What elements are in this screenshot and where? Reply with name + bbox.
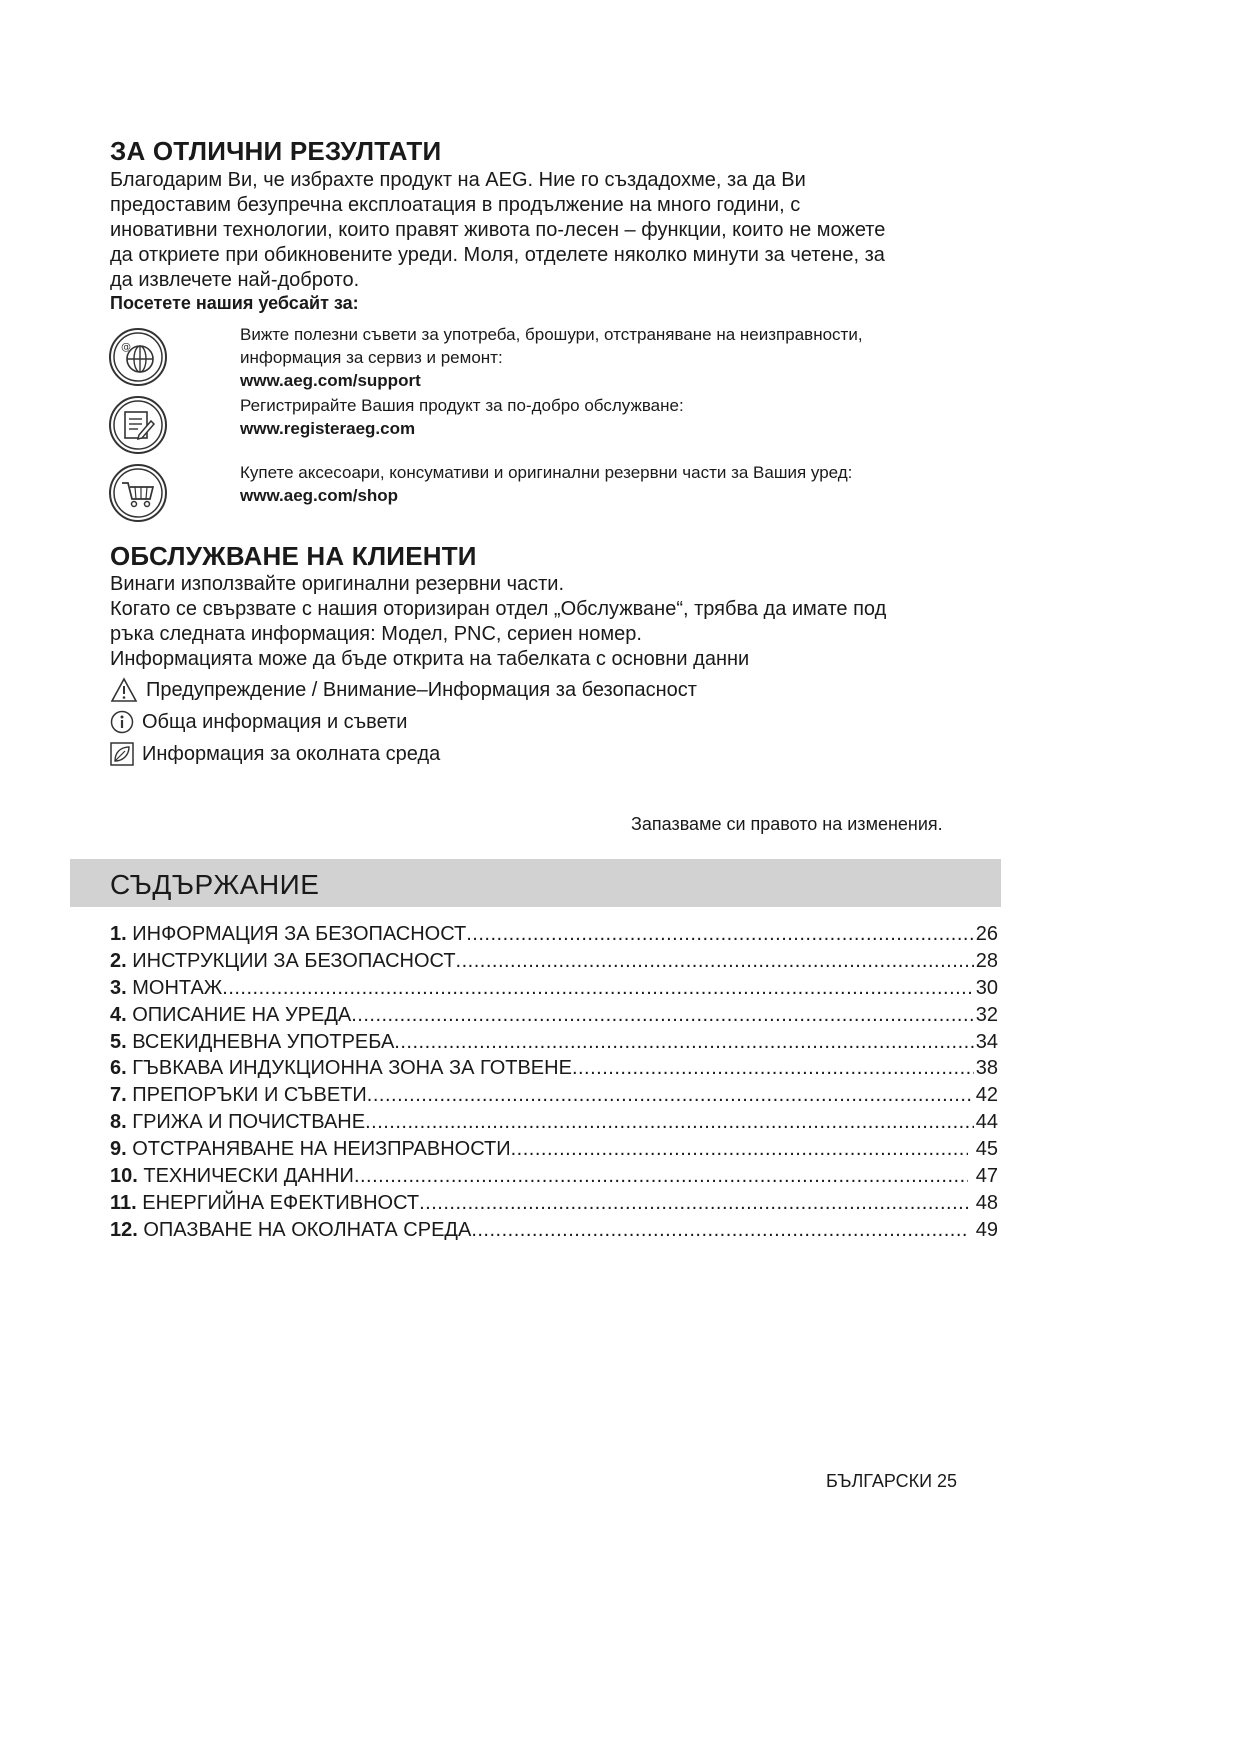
- toc-item-page: 32: [975, 1003, 998, 1026]
- toc-item[interactable]: [110, 1109, 998, 1136]
- toc-item-label: ВСЕКИДНЕВНА УПОТРЕБА: [126, 1030, 395, 1053]
- toc-item[interactable]: [110, 1136, 998, 1163]
- service-para-line: Винаги използвайте оригинални резервни части.: [110, 573, 565, 595]
- toc-item-page: 28: [975, 949, 998, 972]
- toc-item-label: ТЕХНИЧЕСКИ ДАННИ: [137, 1165, 354, 1188]
- intro-line: да откриете при обикновените уреди. Моля, отделете няколко минути за четене, за: [110, 244, 885, 266]
- toc-item-number: 4.: [110, 1003, 127, 1026]
- service-para-line: Когато се свързвате с нашия оторизиран отдел „Обслужване“, трябва да имате под: [110, 598, 887, 620]
- toc-item-number: 12.: [110, 1218, 138, 1241]
- toc-leader: [572, 1055, 974, 1081]
- toc-item-page: 42: [975, 1084, 998, 1107]
- service-register: [240, 394, 684, 440]
- toc-leader: [222, 975, 973, 1001]
- service-line: Вижте полезни съвети за употреба, брошури, отстраняване на неизправности,: [240, 325, 863, 344]
- toc-leader: [354, 1163, 968, 1189]
- toc-item-page: 26: [975, 923, 998, 945]
- toc-leader: [394, 1029, 973, 1055]
- support-link[interactable]: www.aeg.com/support: [240, 371, 421, 390]
- toc-item[interactable]: [110, 1002, 998, 1029]
- service-line: Купете аксесоари, консумативи и оригинални резервни части за Вашия уред:: [240, 463, 853, 482]
- toc-item-label: ОПИСАНИЕ НА УРЕДА: [126, 1003, 352, 1026]
- warning-icon: [110, 677, 138, 703]
- legend-warning-text: Предупреждение / Внимание–Информация за безопасност: [146, 679, 697, 701]
- toc-item-label: ОТСТРАНЯВАНЕ НА НЕИЗПРАВНОСТИ: [126, 1138, 511, 1161]
- legend-info-text: Обща информация и съвети: [142, 711, 408, 733]
- toc-item-label: ИНСТРУКЦИИ ЗА БЕЗОПАСНОСТ: [126, 949, 456, 972]
- toc-title: СЪДЪРЖАНИЕ: [110, 869, 320, 900]
- toc-item-number: 8.: [110, 1111, 127, 1134]
- toc-item[interactable]: [110, 1163, 998, 1190]
- shop-link[interactable]: www.aeg.com/shop: [240, 486, 399, 505]
- service-shop: [240, 461, 852, 507]
- toc-item[interactable]: [110, 921, 998, 948]
- toc-item[interactable]: [110, 1055, 998, 1082]
- service-support: [240, 323, 863, 392]
- legend-environment-text: Информация за околната среда: [142, 743, 441, 765]
- toc-item-label: ИНФОРМАЦИЯ ЗА БЕЗОПАСНОСТ: [126, 923, 467, 945]
- toc-item[interactable]: [110, 948, 998, 975]
- visit-website-label: Посетете нашия уебсайт за:: [110, 293, 359, 313]
- reserve-note: Запазваме си правото на изменения.: [631, 814, 943, 834]
- service-paragraph: [110, 572, 886, 672]
- toc-item[interactable]: [110, 1190, 998, 1217]
- intro-line: Благодарим Ви, че избрахте продукт на AEG. Ние го създадохме, за да Ви: [110, 169, 806, 191]
- service-para-line: Информацията може да бъде открита на табелката с основни данни: [110, 648, 750, 670]
- leaf-icon: [110, 742, 134, 766]
- toc-item-page: 34: [975, 1030, 998, 1053]
- toc-item[interactable]: [110, 975, 998, 1002]
- toc-header: [70, 859, 1001, 907]
- toc-leader: [367, 1082, 974, 1108]
- register-link[interactable]: www.registeraeg.com: [240, 419, 416, 438]
- toc-item-page: 48: [970, 1191, 998, 1214]
- toc-item-label: ГЪВКАВА ИНДУКЦИОННА ЗОНА ЗА ГОТВЕНЕ: [126, 1057, 572, 1080]
- intro-line: предоставим безупречна експлоатация в продължение на много години, с: [110, 194, 801, 216]
- section-title-customer-service: ОБСЛУЖВАНЕ НА КЛИЕНТИ: [110, 541, 477, 571]
- toc-list: [110, 921, 998, 1244]
- legend-info: [110, 709, 407, 735]
- toc-leader: [471, 1217, 968, 1243]
- toc-item-page: 49: [970, 1218, 998, 1241]
- toc-item[interactable]: [110, 1082, 998, 1109]
- toc-leader: [456, 948, 974, 974]
- globe-icon: [108, 327, 168, 387]
- toc-item-number: 2.: [110, 949, 127, 972]
- page-footer: БЪЛГАРСКИ 25: [826, 1471, 958, 1491]
- toc-item-page: 47: [970, 1165, 998, 1188]
- toc-item[interactable]: [110, 1029, 998, 1056]
- svg-text:@: @: [121, 342, 131, 353]
- section-title-results: ЗА ОТЛИЧНИ РЕЗУЛТАТИ: [110, 136, 442, 166]
- register-icon: [108, 395, 168, 455]
- toc-item-number: 3.: [110, 976, 127, 999]
- info-icon: [110, 710, 134, 734]
- toc-item-label: ГРИЖА И ПОЧИСТВАНЕ: [126, 1111, 366, 1134]
- toc-item-number: 9.: [110, 1138, 127, 1161]
- toc-item-number: 11.: [110, 1191, 137, 1214]
- service-line: информация за сервиз и ремонт:: [240, 348, 503, 367]
- toc-item-label: ОПАЗВАНЕ НА ОКОЛНАТА СРЕДА: [137, 1218, 472, 1241]
- intro-line: да извлечете най-доброто.: [110, 269, 360, 291]
- intro-line: иновативни технологии, които правят живота по-лесен – функции, които не можете: [110, 219, 886, 241]
- toc-item-page: 30: [975, 976, 998, 999]
- legend-warning: [110, 677, 697, 703]
- toc-item-number: 5.: [110, 1030, 127, 1053]
- service-line: Регистрирайте Вашия продукт за по-добро обслужване:: [240, 396, 684, 415]
- toc-leader: [466, 921, 974, 947]
- toc-leader: [511, 1136, 969, 1162]
- toc-leader: [365, 1109, 974, 1135]
- toc-item-number: 7.: [110, 1084, 127, 1107]
- toc-item-number: 10.: [110, 1165, 138, 1188]
- toc-item-page: 45: [970, 1138, 998, 1161]
- intro-paragraph: [110, 168, 885, 293]
- toc-leader: [419, 1190, 968, 1216]
- toc-item-page: 38: [975, 1057, 998, 1080]
- toc-item-label: МОНТАЖ: [126, 976, 223, 999]
- toc-item-page: 44: [975, 1111, 998, 1134]
- toc-leader: [351, 1002, 974, 1028]
- toc-item-label: ЕНЕРГИЙНА ЕФЕКТИВНОСТ: [136, 1191, 420, 1214]
- legend-environment: [110, 741, 440, 767]
- cart-icon: [108, 463, 168, 523]
- toc-item-number: 1.: [110, 923, 127, 945]
- toc-item-number: 6.: [110, 1057, 127, 1080]
- service-para-line: ръка следната информация: Модел, PNC, сериен номер.: [110, 623, 642, 645]
- toc-item[interactable]: [110, 1217, 998, 1244]
- toc-item-label: ПРЕПОРЪКИ И СЪВЕТИ: [126, 1084, 367, 1107]
